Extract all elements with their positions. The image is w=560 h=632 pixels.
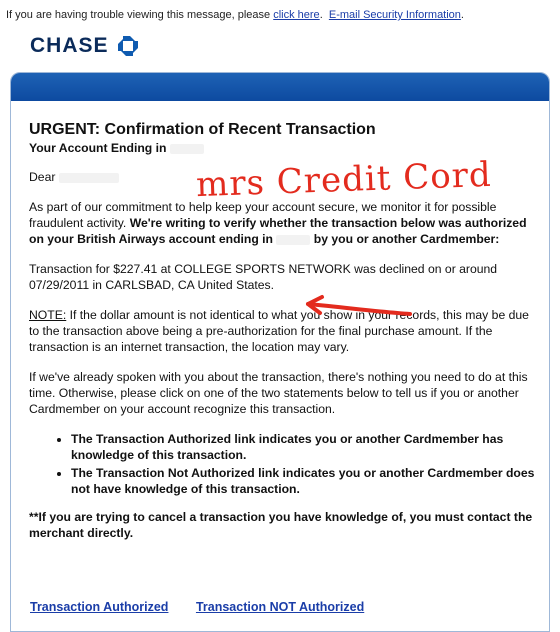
paragraph-security: As part of our commitment to help keep your account secure, we monitor it for possible fraudulent activity. We're writing to verify whether the transaction below was authorized on your British Airways account ending in by you or another Cardmember: bbox=[29, 200, 527, 246]
bullet-not-authorized: • The Transaction Not Authorized link indicates you or another Cardmember does not have knowledge of this transaction. bbox=[71, 465, 539, 497]
transaction-not-authorized-link[interactable]: Transaction NOT Authorized bbox=[195, 600, 365, 614]
transaction-authorized-link[interactable]: Transaction Authorized bbox=[30, 600, 169, 614]
chase-logo bbox=[30, 34, 139, 58]
logo-text: CHASE bbox=[30, 34, 109, 57]
response-links bbox=[30, 600, 388, 614]
transaction-details: Transaction for $227.41 at COLLEGE SPORTS NETWORK was declined on or around 07/29/2011 in CARLSBAD, CA United States. bbox=[29, 262, 498, 292]
bullet-authorized: • The Transaction Authorized link indicates you or another Cardmember has knowledge of this transaction. bbox=[71, 431, 539, 463]
redacted-card-digits bbox=[276, 235, 310, 245]
greeting: Dear bbox=[29, 169, 539, 185]
card-header-bar bbox=[11, 73, 549, 101]
top-notice-text: If you are having trouble viewing this message, please bbox=[6, 9, 271, 21]
redacted-account-number bbox=[170, 144, 204, 154]
instructions-paragraph: If we've already spoken with you about the transaction, there's nothing you need to do at this time. Otherwise, please click on one of the two statements below to tell us if you or another Cardmember on your account recognize this transaction. bbox=[29, 370, 528, 416]
handwritten-annotation: mrs Credit Cord bbox=[195, 154, 493, 206]
redacted-name bbox=[59, 173, 119, 183]
top-notice: If you are having trouble viewing this message, please click here. E-mail Security Information. bbox=[6, 9, 464, 21]
cancel-note: **If you are trying to cancel a transaction you have knowledge of, you must contact the merchant directly. bbox=[29, 510, 533, 540]
click-here-link[interactable]: click here bbox=[273, 9, 320, 21]
red-arrow-annotation bbox=[300, 294, 420, 324]
email-title: URGENT: Confirmation of Recent Transaction bbox=[29, 121, 376, 138]
chase-octagon-icon bbox=[117, 35, 139, 57]
note-label: NOTE: bbox=[29, 308, 67, 322]
link-explanations bbox=[29, 431, 539, 497]
email-security-info-link[interactable]: E-mail Security Information bbox=[328, 9, 461, 21]
note-paragraph: NOTE: If the dollar amount is not identical to what you show in your records, this may be due to the transaction above being a pre-authorization for the final purchase amount. If the transaction is an internet transaction, the location may vary. bbox=[29, 308, 529, 354]
account-ending-line: Your Account Ending in bbox=[29, 140, 539, 156]
